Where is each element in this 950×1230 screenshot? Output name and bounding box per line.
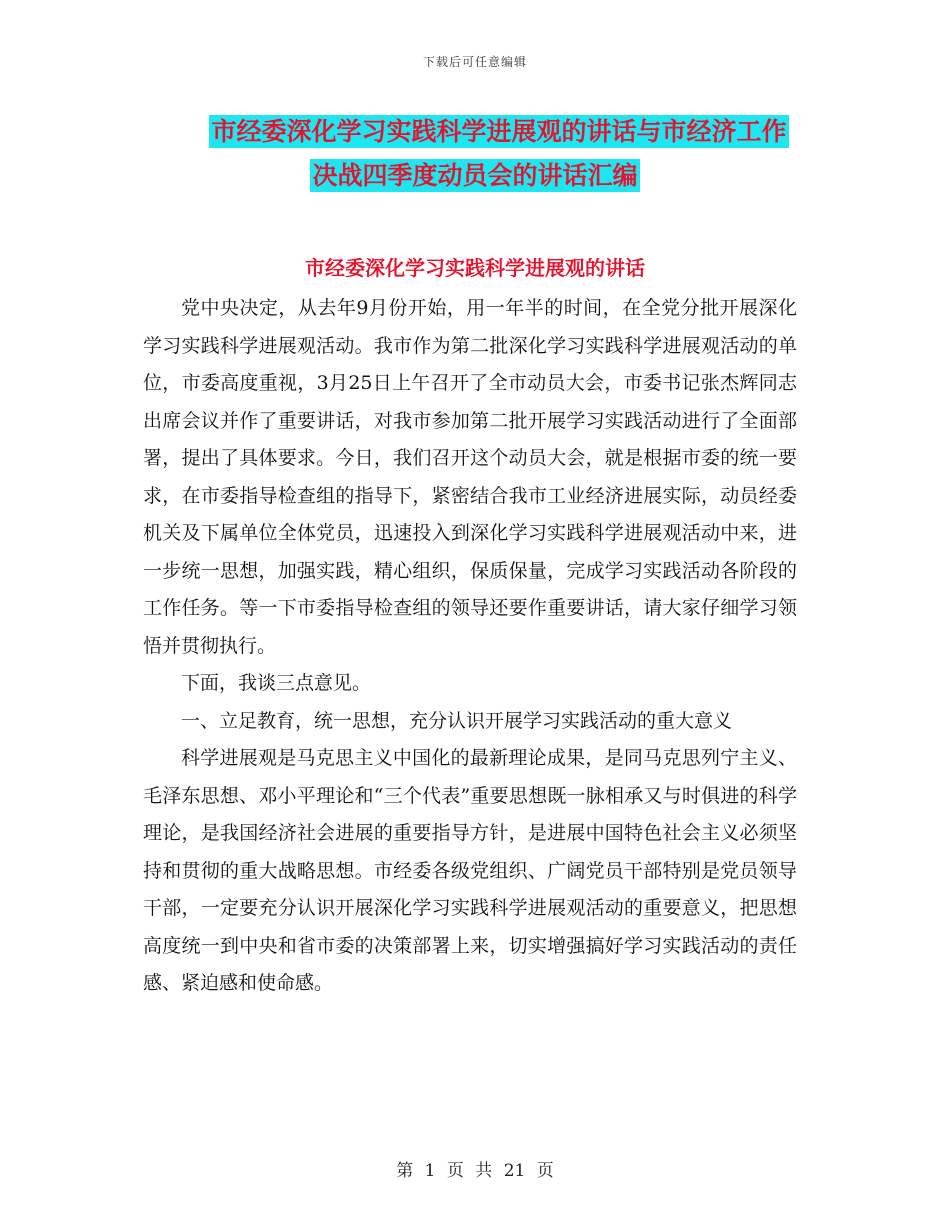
paragraph: 党中央决定，从去年9月份开始，用一年半的时间，在全党分批开展深化学习实践科学进展观活动。我市作为第二批深化学习实践科学进展观活动的单位，市委高度重视，3月25日上午召开了全市动员大会，市委书记张杰辉同志出席会议并作了重要讲话，对我市参加第二批开展学习实践活动进行了全面部署，提出了具体要求。今日，我们召开这个动员大会，就是根据市委的统一要求，在市委指导检查组的指导下，紧密结合我市工业经济进展实际，动员经委机关及下属单位全体党员，迅速投入到深化学习实践科学进展观活动中来，进一步统一思想，加强实践，精心组织，保质保量，完成学习实践活动各阶段的工作任务。等一下市委指导检查组的领导还要作重要讲话，请大家仔细学习领悟并贯彻执行。 [143, 297, 797, 657]
section-title: 市经委深化学习实践科学进展观的讲话 [305, 256, 645, 280]
paragraph: 下面，我谈三点意见。 [181, 672, 372, 694]
document-title [0, 110, 950, 198]
paragraph: 一、立足教育，统一思想，充分认识开展学习实践活动的重大意义 [181, 709, 733, 732]
page-number-footer: 第 1 页 共 21 页 [396, 1161, 554, 1181]
document-body [143, 290, 797, 1003]
title-highlight: 市经委深化学习实践科学进展观的讲话与市经济工作 [211, 117, 787, 146]
document-title-line-1 [0, 110, 950, 154]
title-highlight: 决战四季度动员会的讲话汇编 [312, 161, 638, 190]
paragraph: 科学进展观是马克思主义中国化的最新理论成果，是同马克思列宁主义、毛泽东思想、邓小平理论和“三个代表”重要思想既一脉相承又与时俱进的科学理论，是我国经济社会进展的重要指导方针，是进展中国特色社会主义必须坚持和贯彻的重大战略思想。市经委各级党组织、广阔党员干部特别是党员领导干部，一定要充分认识开展深化学习实践科学进展观活动的重要意义，把思想高度统一到中央和省市委的决策部署上来，切实增强搞好学习实践活动的责任感、紧迫感和使命感。 [143, 747, 797, 994]
page-header: 下载后可任意编辑 [422, 55, 527, 69]
document-title-line-2 [310, 159, 639, 192]
